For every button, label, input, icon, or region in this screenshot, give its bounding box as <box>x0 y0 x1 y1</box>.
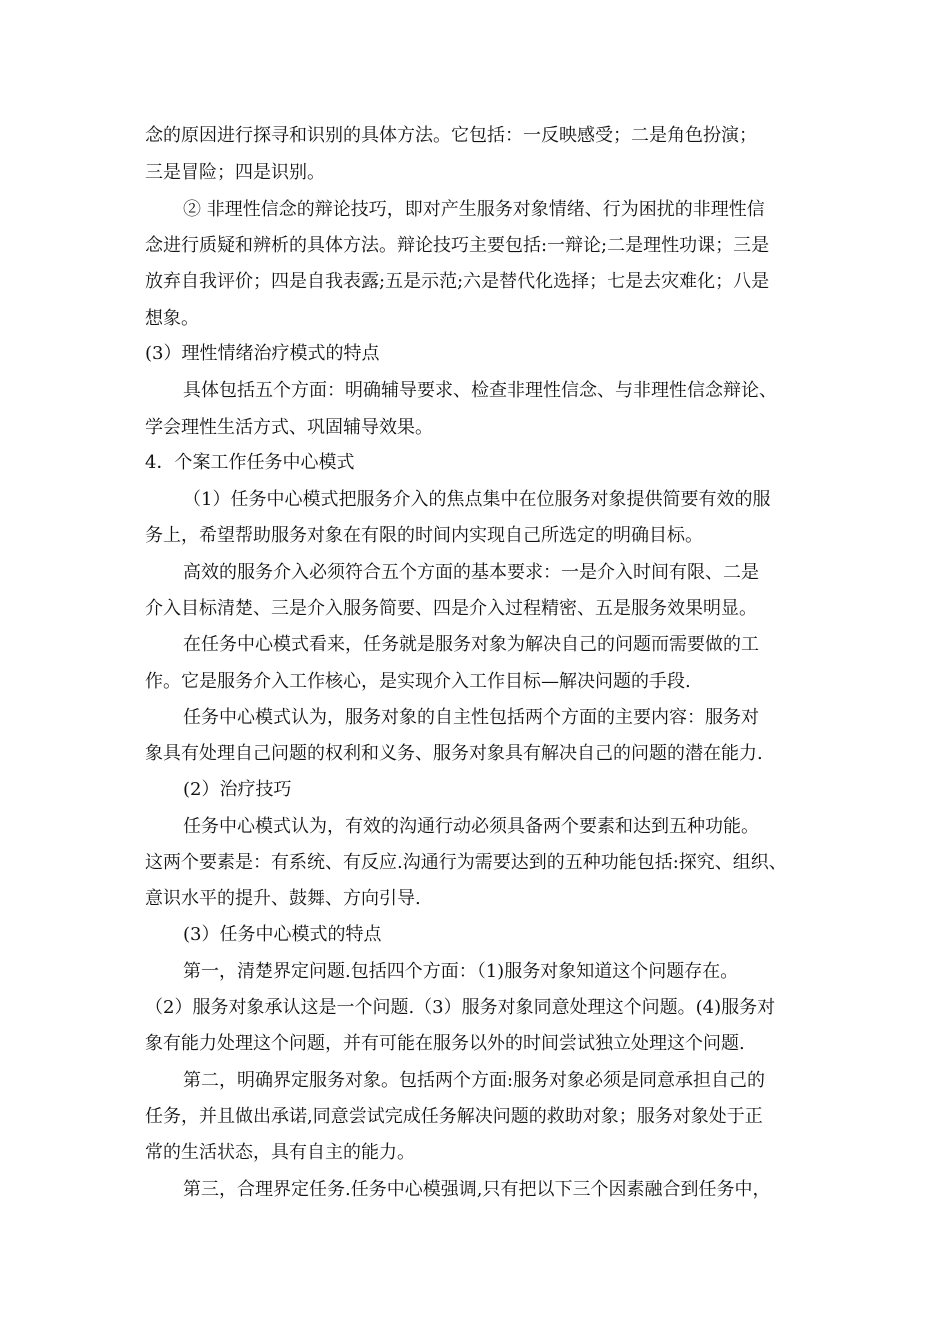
text-line: 想象。 <box>145 308 199 329</box>
text-line: 作。它是服务介入工作核心，是实现介入工作目标—解决问题的手段. <box>145 671 691 692</box>
section-heading: 4．个案工作任务中心模式 <box>145 452 355 473</box>
text-line: 介入目标清楚、三是介入服务简要、四是介入过程精密、五是服务效果明显。 <box>145 598 757 619</box>
text-line: 务上，希望帮助服务对象在有限的时间内实现自己所选定的明确目标。 <box>145 525 703 546</box>
text-line: 学会理性生活方式、巩固辅导效果。 <box>145 417 433 438</box>
text-line: 常的生活状态，具有自主的能力。 <box>145 1142 415 1163</box>
text-line: 这两个要素是：有系统、有反应.沟通行为需要达到的五种功能包括:探究、组织、 <box>145 852 787 873</box>
text-line: 象具有处理自己问题的权利和义务、服务对象具有解决自己的问题的潜在能力. <box>145 743 763 764</box>
text-line: ② 非理性信念的辩论技巧，即对产生服务对象情绪、行为困扰的非理性信 <box>183 199 765 220</box>
section-heading: (3）理性情绪治疗模式的特点 <box>145 343 380 364</box>
text-line: 念的原因进行探寻和识别的具体方法。它包括：一反映感受；二是角色扮演； <box>145 125 757 146</box>
section-heading: (3）任务中心模式的特点 <box>183 924 382 945</box>
text-line: 象有能力处理这个问题，并有可能在服务以外的时间尝试独立处理这个问题. <box>145 1033 745 1054</box>
text-line: 任务，并且做出承诺,同意尝试完成任务解决问题的救助对象；服务对象处于正 <box>145 1106 763 1127</box>
text-line: 第二，明确界定服务对象。包括两个方面:服务对象必须是同意承担自己的 <box>183 1070 766 1091</box>
text-line: 任务中心模式认为，服务对象的自主性包括两个方面的主要内容：服务对 <box>183 707 759 728</box>
text-line: （1）任务中心模式把服务介入的焦点集中在位服务对象提供简要有效的服 <box>183 489 771 510</box>
text-line: 第一，清楚界定问题.包括四个方面：（1)服务对象知道这个问题存在。 <box>183 961 739 982</box>
text-line: 意识水平的提升、鼓舞、方向引导. <box>145 888 421 909</box>
text-line: 高效的服务介入必须符合五个方面的基本要求：一是介入时间有限、二是 <box>183 562 759 583</box>
section-heading: (2）治疗技巧 <box>183 779 292 800</box>
text-line: 放弃自我评价；四是自我表露;五是示范;六是替代化选择；七是去灾难化；八是 <box>145 271 770 292</box>
text-line: 三是冒险；四是识别。 <box>145 162 325 183</box>
text-line: 具体包括五个方面：明确辅导要求、检查非理性信念、与非理性信念辩论、 <box>183 380 777 401</box>
text-line: （2）服务对象承认这是一个问题.（3）服务对象同意处理这个问题。(4)服务对 <box>145 997 776 1018</box>
text-line: 任务中心模式认为，有效的沟通行动必须具备两个要素和达到五种功能。 <box>183 816 759 837</box>
text-line: 念进行质疑和辨析的具体方法。辩论技巧主要包括:一辩论;二是理性功课；三是 <box>145 235 770 256</box>
text-line: 在任务中心模式看来，任务就是服务对象为解决自己的问题而需要做的工 <box>183 634 759 655</box>
text-line: 第三，合理界定任务.任务中心模强调,只有把以下三个因素融合到任务中， <box>183 1179 771 1200</box>
